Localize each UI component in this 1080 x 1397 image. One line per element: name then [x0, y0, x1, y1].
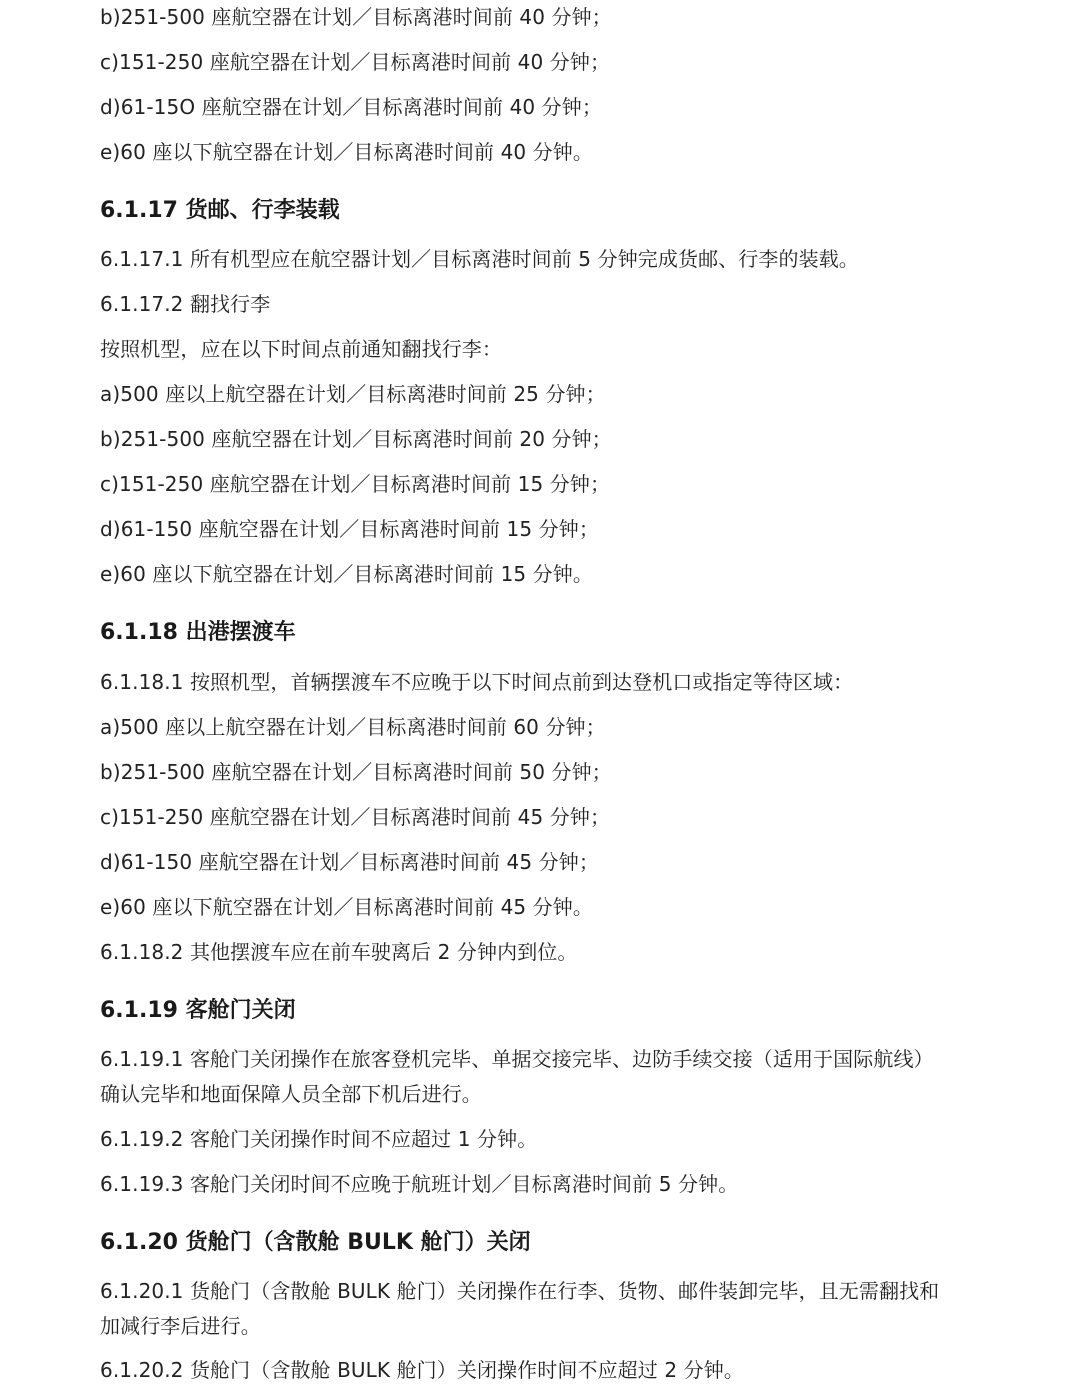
paragraph-continued: 确认完毕和地面保障人员全部下机后进行。: [100, 1082, 482, 1106]
list-item: b)251-500 座航空器在计划／目标离港时间前 20 分钟；: [100, 427, 612, 451]
paragraph: 6.1.20.1 货舱门（含散舱 BULK 舱门）关闭操作在行李、货物、邮件装卸完毕，且无需翻找和: [100, 1279, 940, 1303]
list-item: b)251-500 座航空器在计划／目标离港时间前 50 分钟；: [100, 760, 612, 784]
section-heading: 6.1.20 货舱门（含散舱 BULK 舱门）关闭: [100, 1230, 531, 1255]
list-item: b)251-500 座航空器在计划／目标离港时间前 40 分钟；: [100, 5, 612, 29]
paragraph: 6.1.19.3 客舱门关闭时间不应晚于航班计划／目标离港时间前 5 分钟。: [100, 1172, 739, 1196]
section-heading: 6.1.19 客舱门关闭: [100, 998, 296, 1023]
paragraph: 6.1.19.2 客舱门关闭操作时间不应超过 1 分钟。: [100, 1127, 538, 1151]
paragraph-continued: 加减行李后进行。: [100, 1314, 261, 1338]
paragraph: 6.1.18.2 其他摆渡车应在前车驶离后 2 分钟内到位。: [100, 940, 578, 964]
list-item: e)60 座以下航空器在计划／目标离港时间前 40 分钟。: [100, 140, 593, 164]
section-heading: 6.1.18 出港摆渡车: [100, 620, 296, 645]
list-item: a)500 座以上航空器在计划／目标离港时间前 25 分钟；: [100, 382, 606, 406]
paragraph: 6.1.17.1 所有机型应在航空器计划／目标离港时间前 5 分钟完成货邮、行李的装载。: [100, 247, 859, 271]
list-item: e)60 座以下航空器在计划／目标离港时间前 15 分钟。: [100, 562, 593, 586]
paragraph: 6.1.19.1 客舱门关闭操作在旅客登机完毕、单据交接完毕、边防手续交接（适用于国际航线）: [100, 1047, 934, 1071]
list-item: e)60 座以下航空器在计划／目标离港时间前 45 分钟。: [100, 895, 593, 919]
list-item: c)151-250 座航空器在计划／目标离港时间前 45 分钟；: [100, 805, 611, 829]
list-item: a)500 座以上航空器在计划／目标离港时间前 60 分钟；: [100, 715, 606, 739]
list-item: d)61-15O 座航空器在计划／目标离港时间前 40 分钟；: [100, 95, 602, 119]
list-item: c)151-250 座航空器在计划／目标离港时间前 40 分钟；: [100, 50, 611, 74]
list-item: c)151-250 座航空器在计划／目标离港时间前 15 分钟；: [100, 472, 611, 496]
paragraph: 按照机型，应在以下时间点前通知翻找行李：: [100, 337, 502, 361]
paragraph: 6.1.20.2 货舱门（含散舱 BULK 舱门）关闭操作时间不应超过 2 分钟。: [100, 1358, 744, 1382]
list-item: d)61-150 座航空器在计划／目标离港时间前 45 分钟；: [100, 850, 599, 874]
section-heading: 6.1.17 货邮、行李装载: [100, 198, 340, 223]
list-item: d)61-150 座航空器在计划／目标离港时间前 15 分钟；: [100, 517, 599, 541]
paragraph: 6.1.18.1 按照机型，首辆摆渡车不应晚于以下时间点前到达登机口或指定等待区域：: [100, 670, 854, 694]
subheading: 6.1.17.2 翻找行李: [100, 292, 271, 316]
